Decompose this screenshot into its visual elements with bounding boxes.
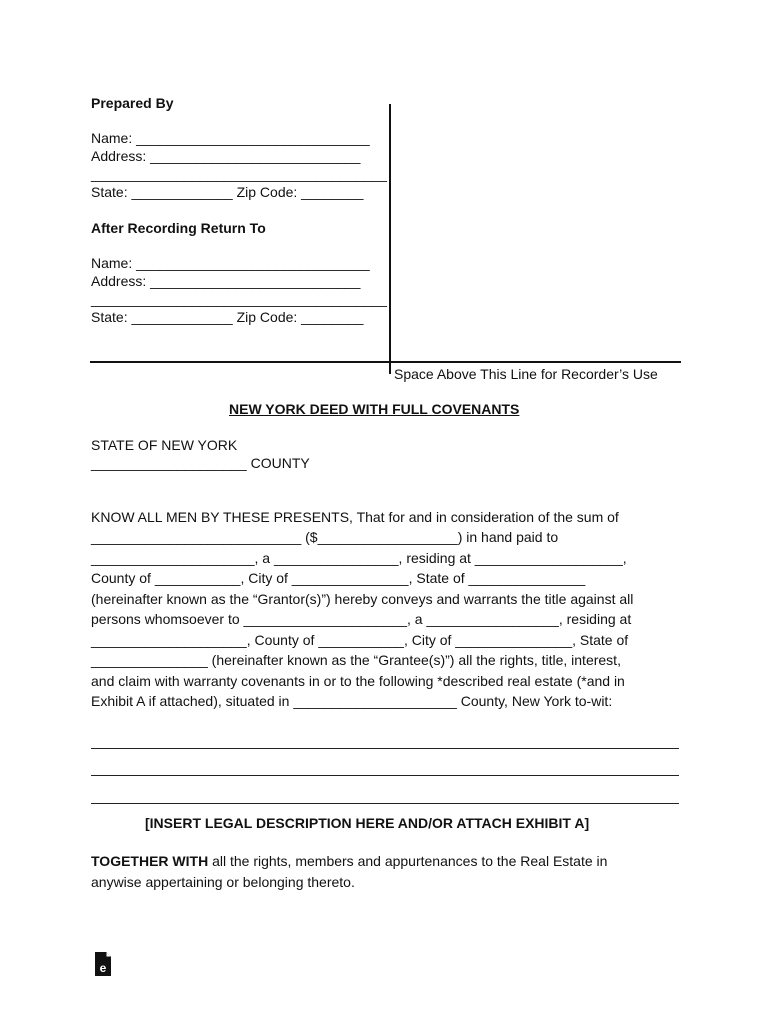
body-line[interactable]: _______________ (hereinafter known as the “Grantee(s)”) all the rights, title, interest, — [91, 652, 621, 668]
legal-description-line[interactable] — [91, 748, 679, 749]
legal-description-line[interactable] — [91, 803, 679, 804]
body-line[interactable]: Exhibit A if attached), situated in _____________________ County, New York to-wit: — [91, 693, 613, 709]
return-to-heading: After Recording Return To — [91, 220, 266, 236]
body-line: KNOW ALL MEN BY THESE PRESENTS, That for and in consideration of the sum of — [91, 509, 619, 525]
county-field[interactable]: ____________________ COUNTY — [91, 455, 310, 471]
prepared-by-heading: Prepared By — [91, 95, 174, 111]
state-line: STATE OF NEW YORK — [91, 437, 238, 453]
together-with-line2: anywise appertaining or belonging thereto. — [91, 874, 355, 890]
document-e-logo-icon — [94, 951, 112, 977]
body-line: (hereinafter known as the “Grantor(s)”) hereby conveys and warrants the title against all — [91, 591, 634, 607]
prepared-by-name-field[interactable]: Name: ______________________________ — [91, 130, 370, 146]
body-line: and claim with warranty covenants in or to the following *described real estate (*and in — [91, 673, 625, 689]
together-with-paragraph — [91, 853, 607, 870]
together-with-bold: TOGETHER WITH — [91, 853, 209, 869]
body-line[interactable]: ___________________________ ($__________________) in hand paid to — [91, 529, 559, 545]
body-line[interactable]: ____________________, County of ___________, City of _______________, State of — [91, 632, 629, 648]
svg-text:e: e — [99, 961, 107, 975]
body-line[interactable]: County of ___________, City of _______________, State of _______________ — [91, 570, 586, 586]
return-to-address-line2[interactable]: ______________________________________ — [91, 291, 387, 307]
prepared-by-address-line2[interactable]: ______________________________________ — [91, 166, 387, 182]
document-title: NEW YORK DEED WITH FULL COVENANTS — [229, 401, 520, 417]
return-to-name-field[interactable]: Name: ______________________________ — [91, 255, 370, 271]
prepared-by-address-field[interactable]: Address: ___________________________ — [91, 148, 361, 164]
body-line[interactable]: persons whomsoever to _____________________, a _________________, residing at — [91, 611, 632, 627]
return-to-state-zip-field[interactable]: State: _____________ Zip Code: ________ — [91, 309, 364, 325]
recorder-space-note: Space Above This Line for Recorder’s Use — [394, 366, 658, 382]
insert-legal-description-note: [INSERT LEGAL DESCRIPTION HERE AND/OR ATTACH EXHIBIT A] — [145, 815, 590, 831]
prepared-by-state-zip-field[interactable]: State: _____________ Zip Code: ________ — [91, 184, 364, 200]
recorder-horizontal-divider — [90, 361, 681, 363]
together-with-text: all the rights, members and appurtenances to the Real Estate in — [208, 853, 608, 869]
body-line[interactable]: _____________________, a ________________, residing at ___________________, — [91, 550, 627, 566]
return-to-address-field[interactable]: Address: ___________________________ — [91, 273, 361, 289]
legal-description-line[interactable] — [91, 775, 679, 776]
recorder-vertical-divider — [389, 104, 391, 374]
